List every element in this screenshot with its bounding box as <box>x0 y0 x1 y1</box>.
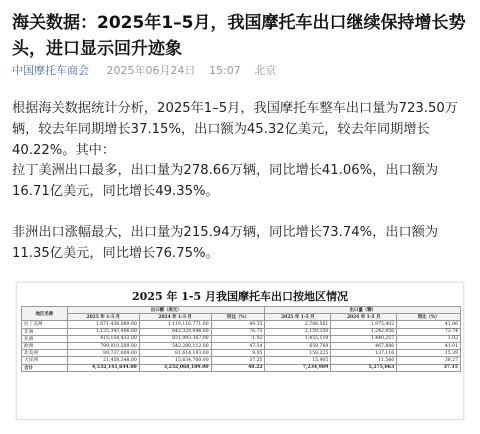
cell-volume-2025: 2,786,561 <box>265 321 331 328</box>
cell-volume-2024: 467,886 <box>331 342 397 349</box>
cell-amount-2024: 642,329,046.00 <box>139 328 211 335</box>
cell-volume-2025: 7,234,989 <box>265 364 331 371</box>
table-row <box>22 357 461 364</box>
cell-amount-2024: 831,093,367.00 <box>139 335 211 342</box>
header-volume-yoy: 同比（%） <box>397 314 461 321</box>
paragraph-summary: 根据海关数据统计分析，2025年1–5月，我国摩托车整车出口量为723.50万辆，较去年同期增长37.15%，出口额为45.32亿美元，较去年同期增长40.22%。其中： <box>12 101 458 158</box>
cell-amount-yoy: 47.34 <box>211 342 265 349</box>
cell-volume-yoy: 73.74 <box>397 328 461 335</box>
table-row <box>22 342 461 349</box>
table-row <box>22 328 461 335</box>
article-headline: 海关数据：2025年1–5月，我国摩托车出口继续保持增长势头，进口显示回升迹象 <box>12 13 466 59</box>
cell-amount-2024: 15,634,700.00 <box>139 357 211 364</box>
article-meta <box>12 62 276 78</box>
table-row <box>22 335 461 342</box>
cell-volume-2024: 137,116 <box>331 350 397 357</box>
cell-region: 北美洲 <box>22 350 68 357</box>
cell-amount-2025: 21,458,348.00 <box>67 357 139 364</box>
export-table-image[interactable] <box>16 282 464 420</box>
source-link[interactable]: 中国摩托车商会 <box>12 64 89 77</box>
cell-amount-2025: 89,737,009.00 <box>67 350 139 357</box>
publish-date: 2025年06月24日 <box>106 64 196 77</box>
table-title: 2025 年 1-5 月我国摩托车出口按地区情况 <box>132 290 348 303</box>
publish-time: 15:07 <box>209 64 241 77</box>
cell-amount-2025: 1,671,438,069.00 <box>67 321 139 328</box>
cell-amount-2024: 542,280,112.00 <box>139 342 211 349</box>
table-total-row <box>22 364 461 371</box>
cell-region: 合计 <box>22 364 68 371</box>
cell-region: 大洋洲 <box>22 357 68 364</box>
cell-amount-yoy: -1.92 <box>211 335 265 342</box>
cell-amount-2024: 3,232,068,189.00 <box>139 364 211 371</box>
cell-amount-2025: 799,010,289.00 <box>67 342 139 349</box>
cell-volume-2025: 1,455,119 <box>265 335 331 342</box>
publish-location: 北京 <box>254 64 277 77</box>
header-volume-2024: 2024 年 1-5 月 <box>331 314 397 321</box>
export-by-region-table <box>21 306 461 372</box>
table-row <box>22 350 461 357</box>
cell-amount-2025: 1,135,343,496.00 <box>67 328 139 335</box>
cell-amount-2025: 815,154,433.00 <box>67 335 139 342</box>
cell-amount-yoy: 40.22 <box>211 364 265 371</box>
header-amount-2024: 2024 年 1-5 月 <box>139 314 211 321</box>
cell-region: 拉丁美洲 <box>22 321 68 328</box>
cell-amount-yoy: 9.95 <box>211 350 265 357</box>
paragraph-africa: 非洲出口涨幅最大，出口量为215.94万辆，同比增长73.74%，出口额为11.35亿美元，同比增长76.75%。 <box>12 225 439 261</box>
cell-volume-2024: 11,546 <box>331 357 397 364</box>
cell-volume-2024: 1,975,402 <box>331 321 397 328</box>
cell-amount-yoy: 37.25 <box>211 357 265 364</box>
cell-volume-yoy: 41.01 <box>397 342 461 349</box>
cell-amount-2025: 4,532,141,644.00 <box>67 364 139 371</box>
cell-volume-2025: 2,159,350 <box>265 328 331 335</box>
header-amount-2025: 2025 年 1-5 月 <box>67 314 139 321</box>
cell-volume-2025: 659,769 <box>265 342 331 349</box>
cell-volume-2024: 1,440,257 <box>331 335 397 342</box>
cell-region: 非洲 <box>22 328 68 335</box>
cell-amount-yoy: 49.35 <box>211 321 265 328</box>
header-region: 地区名称 <box>22 307 68 321</box>
header-volume-2025: 2025 年 1-5 月 <box>265 314 331 321</box>
cell-volume-yoy: 38.27 <box>397 357 461 364</box>
header-volume-group: 出口量（辆） <box>265 307 461 314</box>
cell-amount-2024: 1,119,116,771.00 <box>139 321 211 328</box>
cell-volume-yoy: 15.39 <box>397 350 461 357</box>
cell-amount-yoy: 76.75 <box>211 328 265 335</box>
cell-region: 亚洲 <box>22 335 68 342</box>
header-amount-yoy: 同比（%） <box>211 314 265 321</box>
table-row <box>22 321 461 328</box>
cell-volume-yoy: 41.06 <box>397 321 461 328</box>
cell-region: 欧洲 <box>22 342 68 349</box>
cell-volume-yoy: 37.15 <box>397 364 461 371</box>
paragraph-latin-america: 拉丁美洲出口最多，出口量为278.66万辆，同比增长41.06%，出口额为16.71亿美元，同比增长49.35%。 <box>12 163 439 199</box>
cell-volume-2024: 1,242,856 <box>331 328 397 335</box>
cell-volume-2024: 5,275,063 <box>331 364 397 371</box>
cell-volume-yoy: 1.03 <box>397 335 461 342</box>
cell-amount-2024: 81,614,193.00 <box>139 350 211 357</box>
cell-volume-2025: 158,225 <box>265 350 331 357</box>
header-amount-group: 出口额（美元） <box>67 307 265 314</box>
cell-volume-2025: 15,965 <box>265 357 331 364</box>
